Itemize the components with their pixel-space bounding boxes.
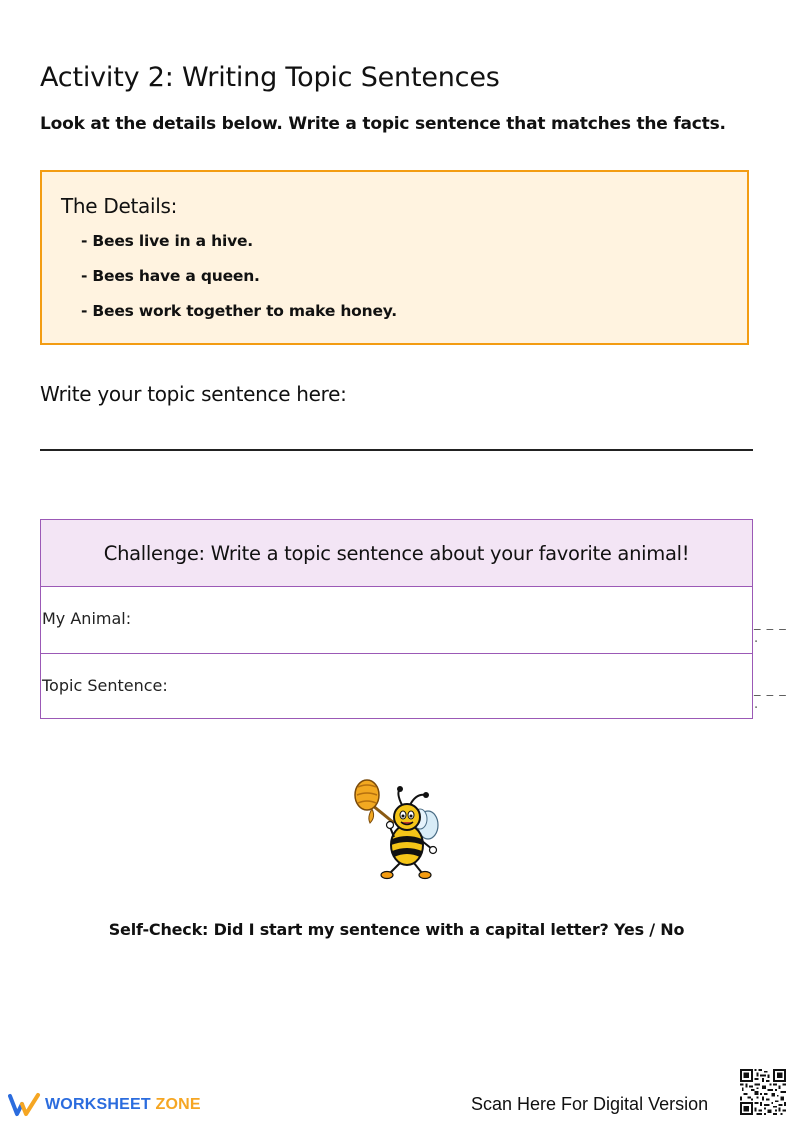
page-title: Activity 2: Writing Topic Sentences (40, 62, 500, 93)
answer-blank[interactable]: _ _ _ . (754, 616, 787, 646)
details-heading: The Details: (61, 194, 178, 218)
challenge-row-animal[interactable] (41, 587, 752, 654)
details-item: - Bees live in a hive. (81, 232, 253, 250)
topic-sentence-answer-line[interactable] (40, 449, 753, 451)
logo-word-worksheet: WORKSHEET (45, 1096, 151, 1113)
bee-with-honey-dipper-illustration (350, 775, 440, 883)
write-prompt: Write your topic sentence here: (40, 382, 347, 406)
topic-sentence-label: Topic Sentence: (42, 676, 168, 695)
self-check-text: Self-Check: Did I start my sentence with a capital letter? Yes / No (108, 920, 685, 939)
instructions: Look at the details below. Write a topic sentence that matches the facts. (40, 114, 726, 134)
details-item: - Bees have a queen. (81, 267, 260, 285)
scan-text: Scan Here For Digital Version (471, 1094, 709, 1114)
worksheet-zone-logo (8, 1092, 201, 1118)
details-list (81, 232, 397, 337)
challenge-heading: Challenge: Write a topic sentence about your favorite animal! (41, 520, 752, 587)
logo-word-zone: ZONE (155, 1096, 201, 1113)
challenge-table (40, 519, 753, 719)
details-item: - Bees work together to make honey. (81, 302, 397, 320)
challenge-row-topic-sentence[interactable] (41, 654, 752, 720)
answer-blank[interactable]: _ _ _ . (754, 682, 787, 712)
worksheet-zone-logo-icon (8, 1092, 42, 1118)
my-animal-label: My Animal: (42, 609, 132, 628)
details-box (40, 170, 749, 345)
logo-text (45, 1096, 201, 1114)
qr-code-icon[interactable] (740, 1069, 786, 1115)
